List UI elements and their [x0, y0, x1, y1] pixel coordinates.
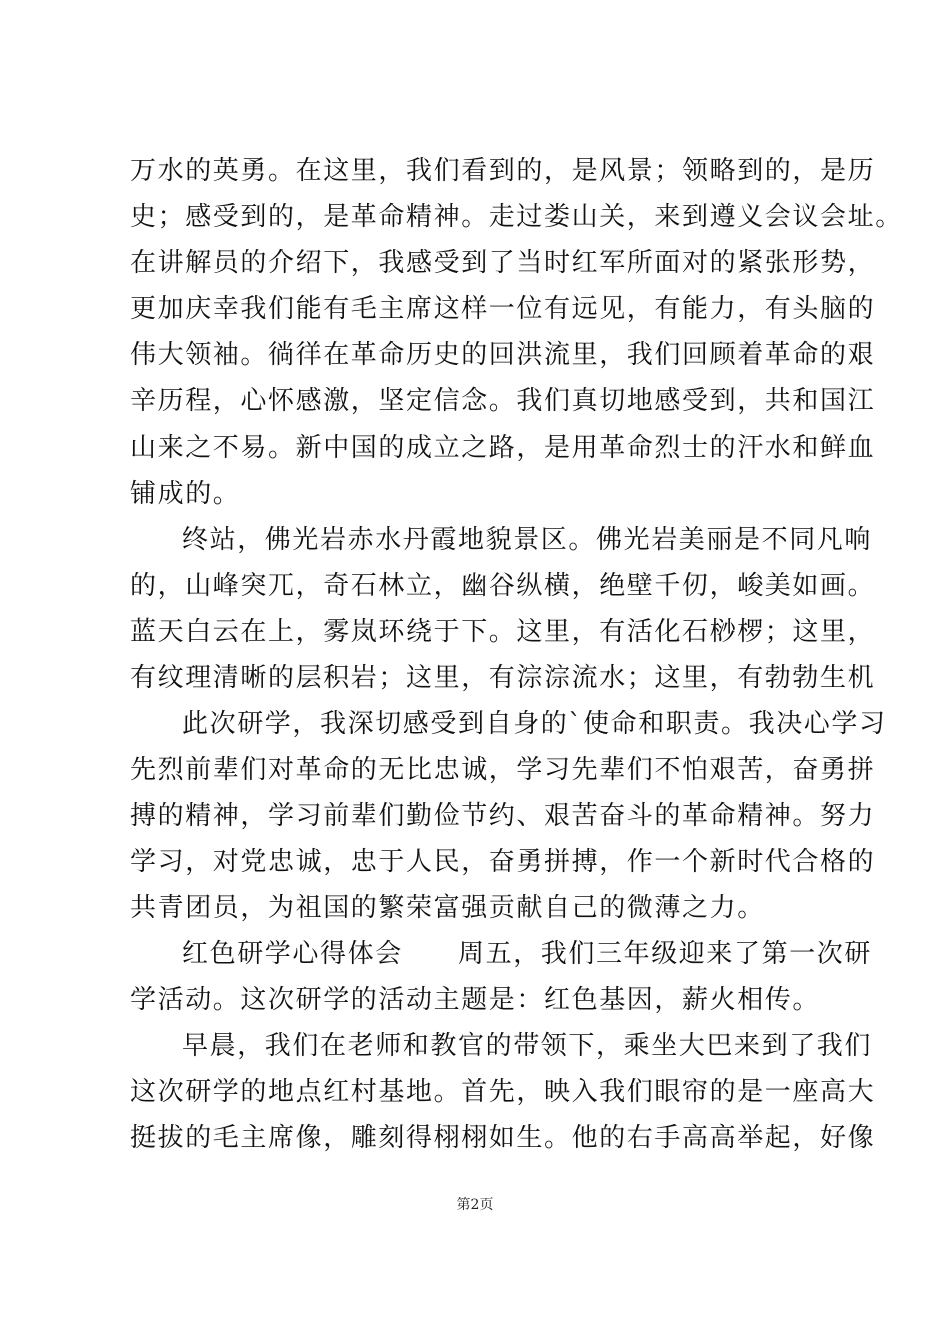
- text-line: 蓝天白云在上，雾岚环绕于下。这里，有活化石桫椤；这里，: [130, 617, 876, 647]
- text-line: 学习，对党忠诚，忠于人民，奋勇拼搏，作一个新时代合格的: [130, 847, 876, 877]
- text-line: 共青团员，为祖国的繁荣富强贡献自己的微薄之力。: [130, 893, 765, 923]
- paragraph-start-line: 终站，佛光岩赤水丹霞地貌景区。佛光岩美丽是不同凡响: [182, 525, 873, 555]
- text-line: 在讲解员的介绍下，我感受到了当时红军所面对的紧张形势，: [130, 248, 876, 278]
- paragraph-start-line: 红色研学心得体会 周五，我们三年级迎来了第一次研: [182, 939, 873, 969]
- text-line: 万水的英勇。在这里，我们看到的，是风景；领略到的，是历: [130, 156, 876, 186]
- paragraph-start-line: 早晨，我们在老师和教官的带领下，乘坐大巴来到了我们: [182, 1031, 873, 1061]
- text-line: 伟大领袖。徜徉在革命历史的回洪流里，我们回顾着革命的艰: [130, 340, 876, 370]
- page-number: 第2页: [456, 1197, 494, 1213]
- text-line: 铺成的。: [130, 479, 241, 509]
- text-line: 学活动。这次研学的活动主题是：红色基因，薪火相传。: [130, 985, 821, 1015]
- text-line: 搏的精神，学习前辈们勤俭节约、艰苦奋斗的革命精神。努力: [130, 801, 876, 831]
- text-line: 有纹理清晰的层积岩；这里，有淙淙流水；这里，有勃勃生机: [130, 663, 876, 693]
- text-line: 先烈前辈们对革命的无比忠诚，学习先辈们不怕艰苦，奋勇拼: [130, 755, 876, 785]
- text-line: 辛历程，心怀感激，坚定信念。我们真切地感受到，共和国江: [130, 386, 876, 416]
- paragraph-start-line: 此次研学，我深切感受到自身的`使命和职责。我决心学习: [182, 709, 887, 739]
- text-line: 山来之不易。新中国的成立之路，是用革命烈士的汗水和鲜血: [130, 433, 876, 463]
- text-line: 挺拔的毛主席像，雕刻得栩栩如生。他的右手高高举起，好像: [130, 1123, 876, 1153]
- text-line: 更加庆幸我们能有毛主席这样一位有远见，有能力，有头脑的: [130, 294, 876, 324]
- text-line: 的，山峰突兀，奇石林立，幽谷纵横，绝壁千仞，峻美如画。: [130, 571, 876, 601]
- text-line: 史；感受到的，是革命精神。走过娄山关，来到遵义会议会址。: [130, 202, 903, 232]
- text-line: 这次研学的地点红村基地。首先，映入我们眼帘的是一座高大: [130, 1077, 876, 1107]
